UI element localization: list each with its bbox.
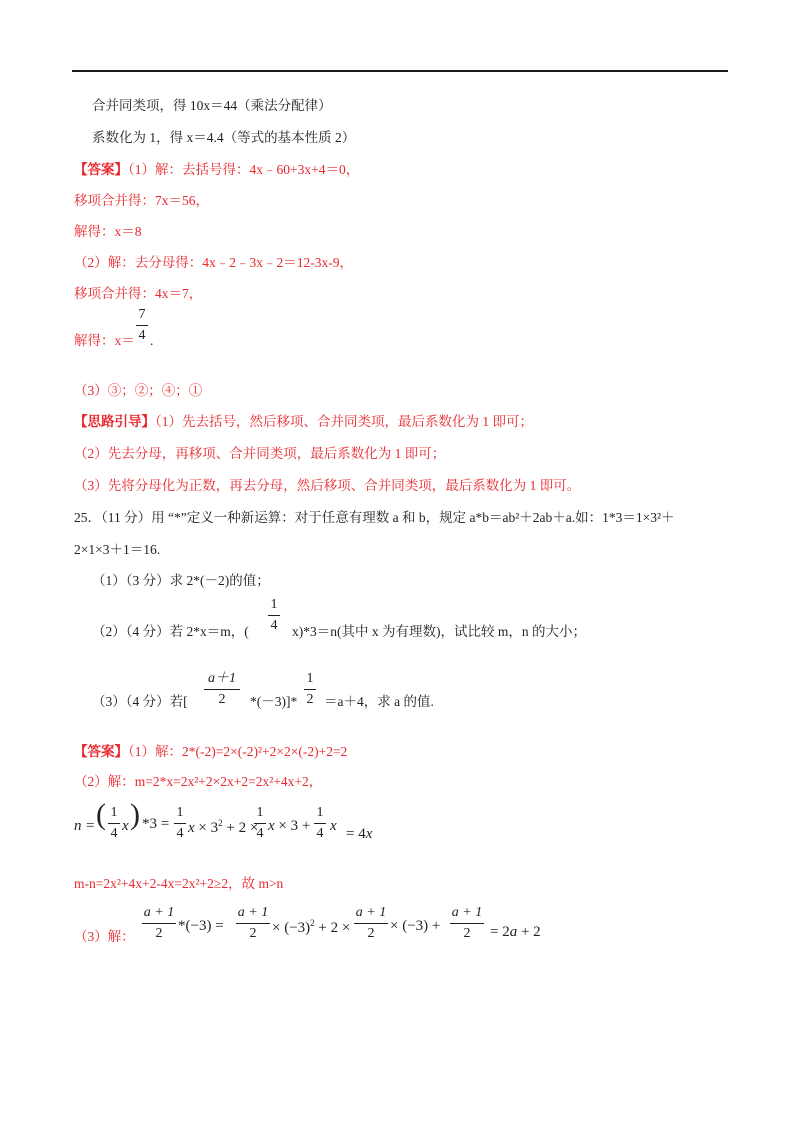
answer-text: 解得：x＝	[74, 333, 135, 348]
answer-tag: 【答案】	[74, 744, 128, 759]
answer-text: 移项合并得：4x＝7，	[74, 286, 203, 301]
answer-text: （3）解：	[74, 929, 135, 944]
question-text: x)*3＝n(其中 x 为有理数)，试比较 m，n 的大小；	[292, 624, 586, 639]
answer-line	[74, 742, 347, 762]
answer-line	[74, 160, 359, 180]
hint-text: （2）先去分母，再移项、合并同类项，最后系数化为 1 即可；	[74, 446, 446, 461]
question-text: *(－3)]*	[250, 694, 298, 709]
text-line: 合并同类项，得 10x＝44（乘法分配律）	[92, 98, 332, 113]
text-line: 系数化为 1，得 x＝4.4（等式的基本性质 2）	[92, 130, 356, 145]
answer-tag: 【答案】	[74, 162, 128, 177]
answer-text: 移项合并得：7x＝56，	[74, 193, 209, 208]
fraction: 1 4	[268, 596, 280, 635]
answer-text: （2）解：m=2*x=2x²+2×2x+2=2x²+4x+2，	[74, 774, 323, 789]
question-text: 25．（11 分）用 “*”定义一种新运算：对于任意有理数 a 和 b，规定 a*b＝ab²＋2ab＋a.如：1*3＝1×3²＋	[74, 510, 675, 525]
question-text: （2）（4 分）若 2*x＝m，(	[92, 624, 249, 639]
fraction: 1 2	[304, 670, 316, 709]
question-text: 2×1×3＋1＝16.	[74, 542, 161, 557]
hint-line	[74, 412, 533, 432]
hint-text: （1）先去括号，然后移项、合并同类项，最后系数化为 1 即可；	[155, 414, 533, 429]
text-period: .	[150, 333, 154, 348]
question-text: （1）（3 分）求 2*(－2)的值；	[92, 573, 270, 588]
question-text: ＝a＋4，求 a 的值.	[324, 694, 434, 709]
question-text: （3）（4 分）若[	[92, 694, 188, 709]
answer-text: （2）解：去分母得：4x﹣2﹣3x﹣2＝12-3x-9，	[74, 255, 353, 270]
answer-text: m-n=2x²+4x+2-4x=2x²+2≥2，故 m>n	[74, 876, 284, 891]
header-rule	[72, 70, 728, 72]
fraction: 7 4	[136, 306, 148, 345]
answer-text: （1）解：2*(-2)=2×(-2)²+2×2×(-2)+2=2	[128, 744, 348, 759]
answer-text: 解得：x＝8	[74, 224, 142, 239]
answer-text: （3）③；②；④；①	[74, 383, 203, 398]
answer-text: （1）解：去括号得：4x﹣60+3x+4＝0，	[128, 162, 360, 177]
fraction: a＋1 2	[204, 670, 240, 709]
hint-text: （3）先将分母化为正数，再去分母，然后移项、合并同类项，最后系数化为 1 即可。	[74, 478, 581, 493]
hint-tag: 【思路引导】	[74, 414, 155, 429]
